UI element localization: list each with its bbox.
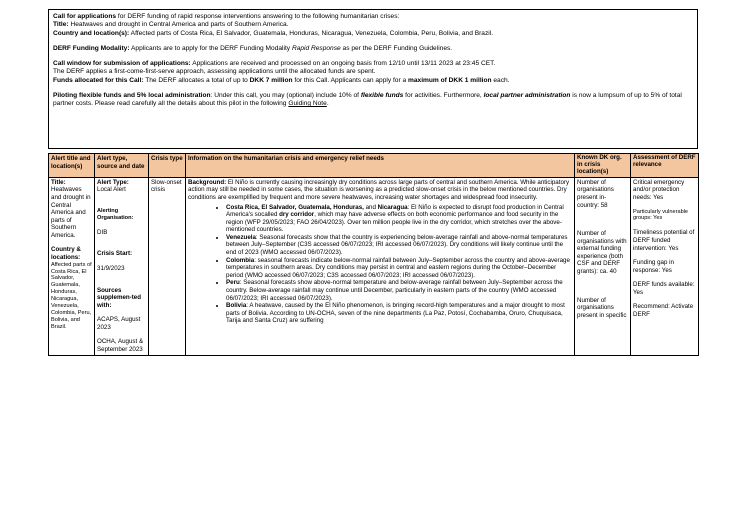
table-row: [49, 177, 699, 355]
pilot-end: .: [326, 100, 329, 108]
list-item: • Bolivia: A heatwave, caused by the El Niño phenomenon, is bringing record-high temperatures and a major drought to most parts of Bolivia. According to UN-OCHA, seven of the nine departments (La Paz, Potosí, Cochabamba, Oruro, Chuquisaca, Tarija and Santa Cruz) are suffering: [226, 302, 572, 325]
window-line: [53, 60, 693, 68]
guiding-note-link[interactable]: Guiding Note: [288, 100, 327, 108]
header-alert-title: Alert title and location(s): [49, 154, 95, 178]
cell-information: [186, 177, 575, 355]
crisis-start-label: Crisis Start:: [97, 250, 133, 258]
funds-text2: for this Call. Applicants can apply for a: [292, 76, 408, 84]
alerting-label: Alerting Organisation:: [97, 207, 134, 221]
crisis-table: [48, 153, 699, 356]
pilot-local: local partner administration: [483, 92, 571, 100]
funds-amount: DKK 7 million: [249, 76, 293, 84]
dk-org-block-3: Number of organisations present in specific: [577, 296, 627, 319]
funds-max: maximum of DKK 1 million: [408, 76, 492, 84]
source-1: ACAPS, August 2023: [97, 316, 141, 331]
country-label: Country and location(s):: [53, 29, 130, 37]
header-assessment: Assessment of DERF relevance: [631, 154, 699, 178]
modality-tail: as per the DERF Funding Guidelines.: [340, 44, 453, 52]
title-label-cell: Title:: [51, 178, 66, 186]
header-information: Information on the humanitarian crisis and emergency relief needs: [186, 154, 575, 178]
assessment-item-6: Recommend: Activate DERF: [633, 303, 694, 319]
source-2: OCHA, August & September 2023: [97, 338, 144, 354]
window-text: Applications are received and processed on an ongoing basis from 12/10 until 13/11 2023 at 23:45 CET.: [190, 60, 496, 68]
funds-label: Funds allocated for this Call:: [53, 76, 144, 84]
cell-alert-type: [95, 177, 149, 355]
cell-crisis-type: [149, 177, 186, 355]
alerting-value: DIB: [97, 228, 108, 236]
sources-label: Sources supplemen-ted with:: [97, 286, 142, 309]
call-line: [53, 13, 693, 21]
alert-type-label: Alert Type:: [97, 178, 129, 186]
country-bullets: [188, 204, 572, 326]
title-label: Title:: [53, 21, 69, 29]
title-line: [53, 21, 693, 29]
list-item: • Venezuela: Seasonal forecasts show that the country is experiencing below-average rainfall and above-normal temperatures between July–September (C3S accessed 06/07/2023; IRI accessed 06/07/2023). Dry conditions will likely continue until the end of 2023 (WMO accessed 06/07/2023).: [226, 234, 572, 257]
title-text: Heatwaves and drought in Central America and parts of Southern America.: [68, 21, 289, 29]
title-value-cell: Heatwaves and drought in Central America and parts of Southern America.: [51, 186, 91, 239]
pilot-text2: for activities. Furthermore,: [403, 92, 484, 100]
cell-alert-title: [49, 177, 95, 355]
assessment-item-3: Timeliness potential of DERF funded intervention: Yes: [633, 229, 695, 252]
dk-org-block-2: Number of organisations with external funding experience (both CSF and DERF grants): ca. 40: [577, 230, 627, 276]
window-label: Call window for submission of applications:: [53, 60, 191, 68]
pilot-label: Piloting flexible funds and 5% local administration: [53, 92, 211, 100]
list-item: • Colombia: seasonal forecasts indicate below-normal rainfall between July–September across the country and above-average temperatures in southern areas. Dry conditions may persist in central and eastern regions during the October–December period (WMO accessed 06/07/2023; C3S accessed 06/07/2023; IRI accessed 06/07/2023).: [226, 257, 572, 280]
assessment-item-2: Particularly vulnerable groups: Yes: [633, 208, 689, 222]
country-value-cell: Affected parts of Costa Rica, El Salvador, Guatemala, Honduras, Nicaragua, Venezuela, Colombia, Peru, Bolivia, and Brazil.: [51, 261, 92, 330]
modality-label: DERF Funding Modality:: [53, 44, 130, 52]
header-crisis-type: Crisis type: [149, 154, 186, 178]
background-label: Background:: [188, 178, 227, 186]
background-paragraph: [188, 179, 572, 202]
modality-text: Applicants are to apply for the DERF Funding Modality: [129, 44, 292, 52]
pilot-line: [53, 92, 693, 109]
first-come-line: The DERF applies a first-come-first-serve approach, assessing applications until the allocated funds are spent.: [53, 68, 376, 76]
assessment-item-1: Critical emergency and/or protection needs: Yes: [633, 178, 685, 201]
assessment-item-5: DERF funds available: Yes: [633, 281, 695, 296]
table-header-row: [49, 154, 699, 178]
call-label: Call for applications: [53, 13, 117, 20]
assessment-item-4: Funding gap in response: Yes: [633, 259, 674, 274]
funds-text1: The DERF allocates a total of up to: [143, 76, 250, 84]
list-item: • Costa Rica, El Salvador, Guatemala, Honduras, and Nicaragua: El Niño is expected to disrupt food production in Central America's socalled dry corridor, which may have adverse effects on both economic performance and food security in the region (WFP 29/05/2023; FAO 26/04/2023). Over ten million people live in the dry corridor, which stretches over the above-mentioned countries.: [226, 204, 572, 234]
crisis-type-value: Slow-onset crisis: [151, 178, 182, 194]
pilot-text3: is now a lumpsum of up to 5% of total partner costs. Please read carefully all the details about this pilot in the following: [53, 92, 682, 108]
crisis-start-value: 31/9/2023: [97, 264, 125, 272]
country-text: Affected parts of Costa Rica, El Salvador, Guatemala, Honduras, Nicaragua, Venezuela, Colombia, Peru, Bolivia, and Brazil.: [129, 29, 494, 37]
cell-assessment: [631, 177, 699, 355]
pilot-text1: : Under this call, you may (optional) include 10% of: [210, 92, 361, 100]
list-item: • Peru: Seasonal forecasts show above-normal temperature and below-average rainfall between July–September across the country. Below-average rainfall may continue until December, particularly in eastern parts of the country (WMO accessed 06/07/2023; IRI accessed 06/07/2023).: [226, 279, 572, 302]
alert-type-value: Local Alert: [97, 186, 126, 194]
background-text: El Niño is currently causing increasingly dry conditions across large parts of central and southern America. While anticipatory action may still be needed in some cases, the situation is worsening as a predicted slow-onset crisis in the below mentioned countries. Dry conditions are exemplified by frequent and more severe heatwaves, increasing water shortages and widespread food insecurity.: [188, 178, 570, 201]
funds-line: [53, 77, 693, 85]
country-label-cell: Country & locations:: [51, 246, 81, 262]
pilot-flex: flexible funds: [360, 92, 404, 100]
header-alert-type: Alert type, source and date: [95, 154, 149, 178]
call-header-box: [48, 9, 698, 149]
cell-known-dk-org: [575, 177, 631, 355]
header-known-dk: Known DK org. in crisis location(s): [575, 154, 631, 178]
country-line: [53, 30, 693, 38]
funds-text3: each.: [491, 76, 510, 84]
dk-org-block-1: Number of organisations present in-country: 58: [577, 178, 614, 209]
modality-em: Rapid Response: [291, 44, 341, 52]
call-text: for DERF funding of rapid response interventions answering to the following humanitarian crises:: [116, 13, 400, 20]
modality-line: [53, 45, 693, 53]
